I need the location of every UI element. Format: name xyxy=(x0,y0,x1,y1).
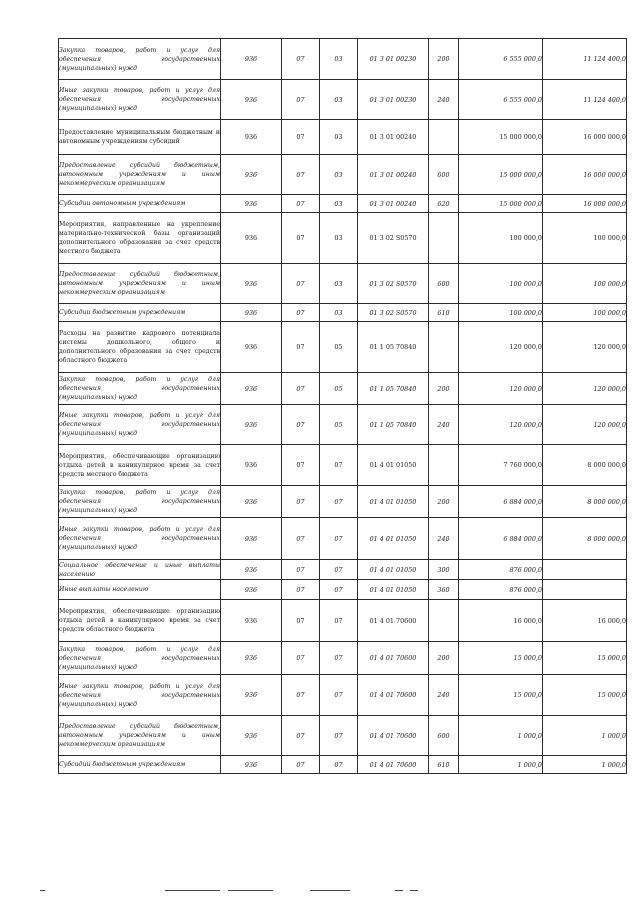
row-name: Закупка товаров, работ и услуг для обеспечения государственных (муниципальных) нужд xyxy=(59,486,221,518)
target-article-code: 01 1 05 70840 xyxy=(358,373,429,405)
amount-year-2 xyxy=(543,560,627,580)
expense-type-code xyxy=(429,213,459,264)
amount-year-1: 876 000,0 xyxy=(459,580,543,600)
expense-type-code xyxy=(429,322,459,373)
target-article-code: 01 4 01 01050 xyxy=(358,560,429,580)
amount-year-1: 16 000,0 xyxy=(459,600,543,642)
target-article-code: 01 4 01 01050 xyxy=(358,580,429,600)
amount-year-2: 100 000,0 xyxy=(543,304,627,322)
amount-year-1: 876 000,0 xyxy=(459,560,543,580)
admin-code: 936 xyxy=(221,675,282,716)
admin-code: 936 xyxy=(221,322,282,373)
admin-code: 936 xyxy=(221,120,282,155)
section-code: 07 xyxy=(282,322,320,373)
amount-year-2: 15 000,0 xyxy=(543,642,627,675)
section-code: 07 xyxy=(282,80,320,120)
expense-type-code: 360 xyxy=(429,580,459,600)
amount-year-1: 6 555 000,0 xyxy=(459,80,543,120)
amount-year-1: 1 000,0 xyxy=(459,756,543,774)
row-name: Иные закупки товаров, работ и услуг для обеспечения государственных (муниципальных) нужд xyxy=(59,405,221,445)
target-article-code: 01 1 05 70840 xyxy=(358,322,429,373)
admin-code: 936 xyxy=(221,600,282,642)
subsection-code: 07 xyxy=(320,486,358,518)
target-article-code: 01 4 01 70600 xyxy=(358,642,429,675)
amount-year-1: 15 000 000,0 xyxy=(459,120,543,155)
admin-code: 936 xyxy=(221,580,282,600)
admin-code: 936 xyxy=(221,642,282,675)
amount-year-1: 100 000,0 xyxy=(459,264,543,304)
amount-year-2: 1 000,0 xyxy=(543,716,627,756)
expense-type-code: 200 xyxy=(429,486,459,518)
amount-year-2: 11 124 400,0 xyxy=(543,80,627,120)
table-row xyxy=(59,39,627,80)
amount-year-1: 6 884 000,0 xyxy=(459,518,543,560)
section-code: 07 xyxy=(282,756,320,774)
admin-code: 936 xyxy=(221,756,282,774)
subsection-code: 07 xyxy=(320,580,358,600)
expense-type-code: 240 xyxy=(429,675,459,716)
row-name: Субсидии бюджетным учреждениям xyxy=(59,756,221,774)
target-article-code: 01 3 01 00230 xyxy=(358,80,429,120)
expense-type-code: 600 xyxy=(429,264,459,304)
amount-year-1: 15 000,0 xyxy=(459,675,543,716)
table-row xyxy=(59,264,627,304)
table-row xyxy=(59,405,627,445)
target-article-code: 01 4 01 70600 xyxy=(358,716,429,756)
table-row xyxy=(59,195,627,213)
expense-type-code xyxy=(429,445,459,486)
subsection-code: 07 xyxy=(320,756,358,774)
amount-year-1: 6 884 000,0 xyxy=(459,486,543,518)
admin-code: 936 xyxy=(221,213,282,264)
section-code: 07 xyxy=(282,716,320,756)
subsection-code: 05 xyxy=(320,322,358,373)
target-article-code: 01 4 01 70600 xyxy=(358,600,429,642)
admin-code: 936 xyxy=(221,264,282,304)
amount-year-1: 120 000,0 xyxy=(459,373,543,405)
subsection-code: 03 xyxy=(320,80,358,120)
target-article-code: 01 3 02 S0570 xyxy=(358,264,429,304)
target-article-code: 01 4 01 70600 xyxy=(358,675,429,716)
table-row xyxy=(59,80,627,120)
amount-year-2: 100 000,0 xyxy=(543,213,627,264)
section-code: 07 xyxy=(282,445,320,486)
target-article-code: 01 4 01 01050 xyxy=(358,518,429,560)
table-row xyxy=(59,213,627,264)
table-row xyxy=(59,120,627,155)
expense-type-code: 200 xyxy=(429,642,459,675)
row-name: Закупка товаров, работ и услуг для обеспечения государственных (муниципальных) нужд xyxy=(59,39,221,80)
target-article-code: 01 3 01 00240 xyxy=(358,195,429,213)
row-name: Субсидии автономным учреждениям xyxy=(59,195,221,213)
section-code: 07 xyxy=(282,405,320,445)
amount-year-1: 7 760 000,0 xyxy=(459,445,543,486)
section-code: 07 xyxy=(282,518,320,560)
section-code: 07 xyxy=(282,600,320,642)
page-footer-marks xyxy=(0,884,640,896)
amount-year-2: 15 000,0 xyxy=(543,675,627,716)
table-row xyxy=(59,716,627,756)
section-code: 07 xyxy=(282,120,320,155)
subsection-code: 07 xyxy=(320,716,358,756)
section-code: 07 xyxy=(282,304,320,322)
table-row xyxy=(59,756,627,774)
table-row xyxy=(59,600,627,642)
amount-year-1: 100 000,0 xyxy=(459,304,543,322)
expense-type-code: 610 xyxy=(429,756,459,774)
admin-code: 936 xyxy=(221,373,282,405)
expense-type-code: 240 xyxy=(429,405,459,445)
amount-year-1: 1 000,0 xyxy=(459,716,543,756)
subsection-code: 07 xyxy=(320,600,358,642)
amount-year-1: 100 000,0 xyxy=(459,213,543,264)
amount-year-2: 8 000 000,0 xyxy=(543,445,627,486)
amount-year-2: 8 000 000,0 xyxy=(543,518,627,560)
target-article-code: 01 4 01 70600 xyxy=(358,756,429,774)
expense-type-code: 600 xyxy=(429,155,459,195)
amount-year-2: 120 000,0 xyxy=(543,373,627,405)
section-code: 07 xyxy=(282,195,320,213)
row-name: Предоставление субсидий бюджетным, автономным учреждениям и иным некоммерческим организациям xyxy=(59,155,221,195)
row-name: Предоставление субсидий бюджетным, автономным учреждениям и иным некоммерческим организациям xyxy=(59,264,221,304)
subsection-code: 03 xyxy=(320,304,358,322)
admin-code: 936 xyxy=(221,155,282,195)
row-name: Мероприятия, обеспечивающие организацию отдыха детей в каникулярное время за счет средств местного бюджета xyxy=(59,445,221,486)
section-code: 07 xyxy=(282,39,320,80)
expense-type-code: 610 xyxy=(429,304,459,322)
target-article-code: 01 3 01 00240 xyxy=(358,120,429,155)
expense-type-code: 300 xyxy=(429,560,459,580)
target-article-code: 01 3 01 00240 xyxy=(358,155,429,195)
amount-year-1: 15 000 000,0 xyxy=(459,195,543,213)
section-code: 07 xyxy=(282,264,320,304)
amount-year-1: 15 000,0 xyxy=(459,642,543,675)
admin-code: 936 xyxy=(221,716,282,756)
table-row xyxy=(59,486,627,518)
amount-year-2: 16 000 000,0 xyxy=(543,120,627,155)
admin-code: 936 xyxy=(221,560,282,580)
section-code: 07 xyxy=(282,373,320,405)
target-article-code: 01 4 01 01050 xyxy=(358,445,429,486)
expense-type-code: 240 xyxy=(429,80,459,120)
section-code: 07 xyxy=(282,642,320,675)
subsection-code: 03 xyxy=(320,213,358,264)
amount-year-2: 8 000 000,0 xyxy=(543,486,627,518)
admin-code: 936 xyxy=(221,39,282,80)
amount-year-1: 6 555 000,0 xyxy=(459,39,543,80)
table-row xyxy=(59,580,627,600)
amount-year-2: 1 000,0 xyxy=(543,756,627,774)
subsection-code: 03 xyxy=(320,264,358,304)
subsection-code: 03 xyxy=(320,120,358,155)
amount-year-1: 15 000 000,0 xyxy=(459,155,543,195)
admin-code: 936 xyxy=(221,80,282,120)
row-name: Мероприятия, направленные на укрепление материально-технической базы организаций дополнительного образования за счет средств местного бюджета xyxy=(59,213,221,264)
subsection-code: 07 xyxy=(320,518,358,560)
budget-table xyxy=(58,38,627,774)
table-row xyxy=(59,322,627,373)
admin-code: 936 xyxy=(221,445,282,486)
target-article-code: 01 4 01 01050 xyxy=(358,486,429,518)
table-row xyxy=(59,373,627,405)
section-code: 07 xyxy=(282,486,320,518)
amount-year-2: 11 124 400,0 xyxy=(543,39,627,80)
expense-type-code: 200 xyxy=(429,373,459,405)
expense-type-code xyxy=(429,120,459,155)
section-code: 07 xyxy=(282,675,320,716)
amount-year-2: 16 000 000,0 xyxy=(543,195,627,213)
subsection-code: 07 xyxy=(320,642,358,675)
row-name: Расходы на развитие кадрового потенциала системы дошкольного, общего и дополнительного образования за счет средств областного бюджета xyxy=(59,322,221,373)
subsection-code: 07 xyxy=(320,675,358,716)
target-article-code: 01 1 05 70840 xyxy=(358,405,429,445)
admin-code: 936 xyxy=(221,486,282,518)
amount-year-2: 16 000 000,0 xyxy=(543,155,627,195)
subsection-code: 03 xyxy=(320,195,358,213)
row-name: Закупка товаров, работ и услуг для обеспечения государственных (муниципальных) нужд xyxy=(59,642,221,675)
section-code: 07 xyxy=(282,213,320,264)
amount-year-2 xyxy=(543,580,627,600)
expense-type-code: 620 xyxy=(429,195,459,213)
expense-type-code xyxy=(429,600,459,642)
subsection-code: 05 xyxy=(320,405,358,445)
row-name: Предоставление муниципальным бюджетным и автономным учреждениям субсидий xyxy=(59,120,221,155)
table-row xyxy=(59,675,627,716)
admin-code: 936 xyxy=(221,518,282,560)
amount-year-1: 120 000,0 xyxy=(459,322,543,373)
subsection-code: 05 xyxy=(320,373,358,405)
row-name: Субсидии бюджетным учреждениям xyxy=(59,304,221,322)
table-row xyxy=(59,642,627,675)
subsection-code: 03 xyxy=(320,155,358,195)
admin-code: 936 xyxy=(221,405,282,445)
row-name: Иные закупки товаров, работ и услуг для обеспечения государственных (муниципальных) нужд xyxy=(59,518,221,560)
admin-code: 936 xyxy=(221,304,282,322)
row-name: Мероприятия, обеспечивающие организацию отдыха детей в каникулярное время за счет средств областного бюджета xyxy=(59,600,221,642)
section-code: 07 xyxy=(282,155,320,195)
table-row xyxy=(59,155,627,195)
expense-type-code: 200 xyxy=(429,39,459,80)
target-article-code: 01 3 02 S0570 xyxy=(358,213,429,264)
target-article-code: 01 3 02 S0570 xyxy=(358,304,429,322)
row-name: Социальное обеспечение и иные выплаты населению xyxy=(59,561,220,578)
expense-type-code: 240 xyxy=(429,518,459,560)
subsection-code: 03 xyxy=(320,39,358,80)
table-row xyxy=(59,518,627,560)
target-article-code: 01 3 01 00230 xyxy=(358,39,429,80)
amount-year-2: 100 000,0 xyxy=(543,264,627,304)
table-row xyxy=(59,445,627,486)
expense-type-code: 600 xyxy=(429,716,459,756)
section-code: 07 xyxy=(282,560,320,580)
row-name: Закупка товаров, работ и услуг для обеспечения государственных (муниципальных) нужд xyxy=(59,373,221,405)
row-name: Иные выплаты населению xyxy=(59,580,221,600)
row-name: Предоставление субсидий бюджетным, автономным учреждениям и иным некоммерческим организациям xyxy=(59,716,221,756)
section-code: 07 xyxy=(282,580,320,600)
amount-year-2: 120 000,0 xyxy=(543,322,627,373)
amount-year-2: 16 000,0 xyxy=(543,600,627,642)
table-row xyxy=(59,304,627,322)
subsection-code: 07 xyxy=(320,560,358,580)
row-name: Иные закупки товаров, работ и услуг для обеспечения государственных (муниципальных) нужд xyxy=(59,675,221,716)
subsection-code: 07 xyxy=(320,445,358,486)
amount-year-2: 120 000,0 xyxy=(543,405,627,445)
table-row xyxy=(59,560,627,580)
amount-year-1: 120 000,0 xyxy=(459,405,543,445)
admin-code: 936 xyxy=(221,195,282,213)
row-name: Иные закупки товаров, работ и услуг для обеспечения государственных (муниципальных) нужд xyxy=(59,80,221,120)
